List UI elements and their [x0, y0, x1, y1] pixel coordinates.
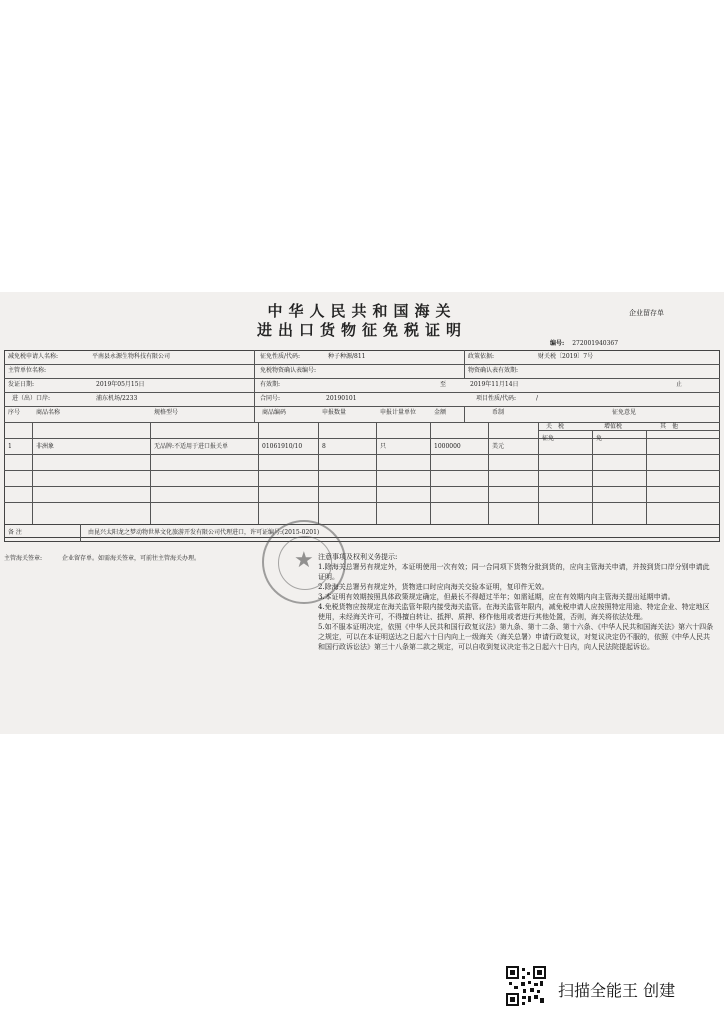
col-line [318, 422, 319, 524]
col-amount-header: 金额 [434, 409, 447, 416]
col-seq-header: 序号 [8, 409, 21, 416]
note-item: 4.免税货物应按规定在海关监管年限内接受海关监管。在海关监管年限内，减免税申请人应按照特定用途、特定企业、特定地区使用，未经海关许可，不得擅自转让、抵押、质押、移作他用或者进行其他处置，否则，海关将依法处理。 [318, 603, 710, 621]
nature-label: 征免性质/代码: [260, 353, 301, 360]
port-value: 浦东机场/2233 [96, 395, 138, 402]
col-line [464, 350, 465, 364]
valid-end: 止 [676, 381, 683, 388]
policy-value: 财关税〔2019〕7号 [538, 353, 594, 360]
brand-watermark: 扫描全能王 创建 [558, 981, 676, 1000]
col-spec-header: 规格型号 [154, 409, 179, 416]
col-line [430, 422, 431, 524]
col-line [464, 364, 465, 378]
row-line [4, 502, 720, 503]
col-line [80, 524, 81, 542]
issue-label: 发证日期: [8, 381, 35, 388]
col-line [258, 422, 259, 524]
row-line [4, 392, 720, 393]
note-item: 2.除海关总署另有规定外，货物进口时应向海关交验本证明，复印件无效。 [318, 583, 549, 591]
row1-seq: 1 [8, 443, 12, 450]
row1-name: 非洲象 [36, 443, 55, 450]
customs-certificate [0, 292, 724, 734]
port-label: 进（出）口岸: [12, 395, 51, 402]
row1-code: 01061910/10 [262, 443, 303, 450]
title-line1: 中华人民共和国海关 [267, 302, 457, 320]
row-line [4, 406, 720, 407]
row1-amount: 1000000 [434, 443, 461, 450]
notes-section [318, 552, 716, 652]
title-line2: 进出口货物征免税证明 [256, 321, 467, 339]
row-line [538, 430, 720, 431]
col-line [646, 430, 647, 524]
col-other-header: 其 他 [660, 423, 679, 430]
project-label: 项目性质/代码: [476, 395, 517, 402]
row-line [4, 364, 720, 365]
row1-vat: 免 [596, 435, 603, 442]
row-line [4, 378, 720, 379]
col-qty-header: 申报数量 [322, 409, 347, 416]
col-line [254, 350, 255, 422]
col-unit-header: 申报计量单位 [380, 409, 417, 416]
note-item: 1.除海关总署另有规定外，本证明使用一次有效；同一合同项下货物分批到货的，应向主管海关申请，并按到货口岸分别申请此证明。 [318, 563, 710, 581]
col-opinion-header: 征免意见 [612, 409, 637, 416]
policy-label: 政策依据: [468, 353, 495, 360]
row1-unit: 只 [380, 443, 387, 450]
customs-seal-icon: ★ [262, 520, 346, 604]
col-code-header: 商品编码 [262, 409, 287, 416]
remarks-value: 由昆兴太阳龙之梦动物世界文化旅游开发有限公司代理进口，许可证编号:(2015-0201) [88, 529, 320, 536]
row-line [4, 470, 720, 471]
col-line [376, 422, 377, 524]
col-vat-header: 增值税 [604, 423, 623, 430]
col-line [464, 406, 465, 422]
valid-separator: 至 [440, 381, 447, 388]
nature-value: 种子种源/811 [328, 353, 366, 360]
remarks-label: 备 注 [8, 529, 22, 536]
signoff-value: 企业留存单。如需海关签章，可前往主管海关办理。 [62, 555, 201, 562]
serial-label: 编号: [550, 340, 565, 347]
row1-spec: 无品牌:不适用于进口报关单 [154, 443, 229, 450]
copy-label: 企业留存单 [629, 309, 664, 317]
col-currency-header: 币制 [492, 409, 505, 416]
serial-value: 272001940367 [572, 340, 619, 347]
affiliate-label: 主管单位名称: [8, 367, 47, 374]
col-duty-header: 关 税 [546, 423, 565, 430]
applicant-value: 平南县永源生物科技有限公司 [92, 353, 171, 360]
col-name-header: 商品名称 [36, 409, 61, 416]
col-line [32, 422, 33, 524]
confirm-label: 免税物资确认表编号: [260, 367, 317, 374]
valid-to: 2019年11月14日 [470, 381, 519, 388]
row1-duty: 征免 [542, 435, 555, 442]
valid-label: 有效期: [260, 381, 281, 388]
project-value: / [536, 395, 539, 402]
serial-number [550, 338, 618, 347]
col-line [538, 422, 539, 524]
goods-confirm-label: 物资确认表有效期: [468, 367, 519, 374]
row-line [4, 438, 720, 439]
contract-value: 20190101 [326, 395, 357, 402]
signoff-label: 主管海关签章: [4, 555, 43, 562]
col-line [592, 430, 593, 524]
notes-title: 注意事项及权利义务提示: [318, 553, 398, 561]
applicant-label: 减免税申请人名称: [8, 353, 59, 360]
row-line [4, 454, 720, 455]
issue-value: 2019年05月15日 [96, 381, 145, 388]
col-line [150, 422, 151, 524]
contract-label: 合同号: [260, 395, 281, 402]
row1-currency: 美元 [492, 443, 505, 450]
col-line [488, 422, 489, 524]
note-item: 5.如不服本证明决定，依照《中华人民共和国行政复议法》第九条、第十二条、第十六条、《中华人民共和国海关法》第六十四条之规定，可以在本证明送达之日起六十日内向上一级海关（海关总署）申请行政复议，对复议决定仍不服的，依照《中华人民共和国行政诉讼法》第三十八条第二款之规定，可以自收到复议决定书之日起六十日内，向人民法院提起诉讼。 [318, 623, 714, 651]
qr-code-icon [506, 966, 546, 1006]
note-item: 3.本证明有效期按照具体政策规定确定，但最长不得超过半年；如需延期，应在有效期内向主管海关提出延期申请。 [318, 593, 675, 601]
row-line [4, 486, 720, 487]
row1-qty: 8 [322, 443, 326, 450]
